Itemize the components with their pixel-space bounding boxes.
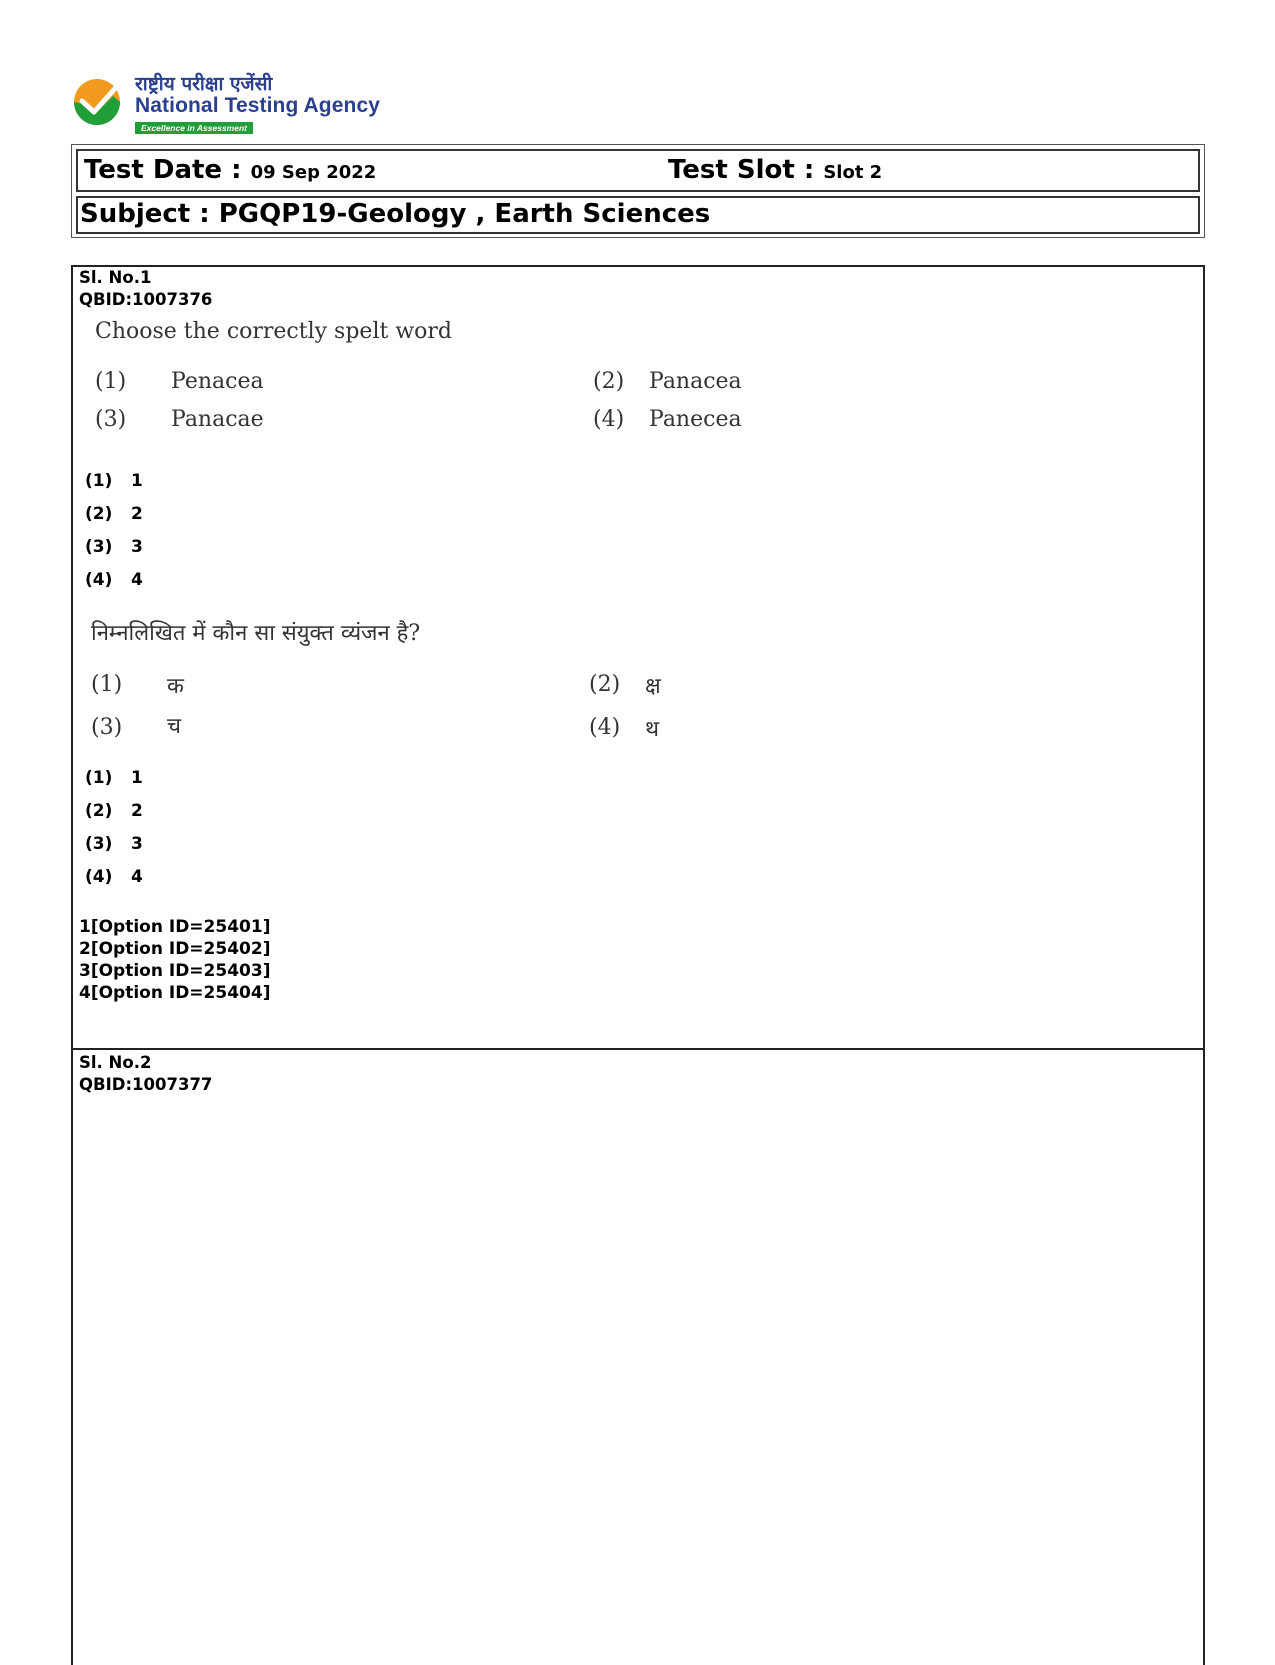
question-2-sl-no: Sl. No.2 (79, 1053, 152, 1072)
answer-choice[interactable] (85, 504, 143, 524)
option-id: 1[Option ID=25401] (79, 917, 271, 937)
question-1-hindi-option-text: क (167, 674, 184, 699)
answer-choice-label: (2) (85, 504, 113, 524)
answer-choice[interactable] (85, 537, 143, 557)
option-id: 2[Option ID=25402] (79, 939, 271, 959)
logo-hindi-name: राष्ट्रीय परीक्षा एजेंसी (135, 73, 273, 95)
subject-label: Subject : (80, 199, 210, 229)
question-1-meta (79, 267, 212, 311)
question-2-qbid: QBID:1007377 (79, 1075, 213, 1094)
question-1-hindi-text: निम्नलिखित में कौन सा संयुक्त व्यंजन है? (91, 621, 421, 646)
answer-choice-value: 3 (131, 834, 143, 854)
question-1-sl-no: Sl. No.1 (79, 268, 152, 287)
option-id: 4[Option ID=25404] (79, 983, 271, 1003)
answer-choice-label: (4) (85, 867, 113, 887)
answer-choice-value: 1 (131, 768, 143, 788)
question-1-option-text: Panacae (171, 407, 264, 432)
answer-choice-value: 4 (131, 570, 143, 590)
answer-choice[interactable] (85, 471, 143, 491)
answer-choice-label: (3) (85, 537, 113, 557)
checkmark-logo-icon (73, 76, 123, 126)
question-1-hindi-option-number: (3) (91, 715, 123, 740)
question-1-hindi-option-number: (4) (589, 715, 621, 740)
answer-choice[interactable] (85, 801, 143, 821)
question-1-hindi-option-text: च (167, 714, 181, 739)
test-slot-label: Test Slot : (668, 155, 815, 185)
test-slot-value: Slot 2 (823, 162, 883, 183)
question-1-option-text: Panacea (649, 369, 742, 394)
question-1-option-number: (2) (593, 369, 625, 394)
question-1-option-number: (4) (593, 407, 625, 432)
question-container (71, 265, 1205, 1665)
question-1-hindi-option-text: क्ष (645, 674, 661, 699)
header-row-date-slot (76, 149, 1200, 192)
answer-choice[interactable] (85, 768, 143, 788)
answer-choice-value: 3 (131, 537, 143, 557)
logo-tagline: Excellence in Assessment (135, 122, 253, 134)
option-id-list (79, 916, 270, 1004)
option-id: 3[Option ID=25403] (79, 961, 271, 981)
logo-english-name: National Testing Agency (135, 94, 380, 117)
test-date (84, 155, 376, 185)
answer-choice-label: (1) (85, 768, 113, 788)
question-1-qbid: QBID:1007376 (79, 290, 213, 309)
question-1-english-text: Choose the correctly spelt word (95, 319, 452, 344)
answer-choice-label: (4) (85, 570, 113, 590)
question-1-hindi-option-text: थ (645, 717, 660, 742)
answer-choice-value: 2 (131, 504, 143, 524)
question-1-option-number: (3) (95, 407, 127, 432)
test-header (71, 144, 1205, 238)
answer-choice-label: (2) (85, 801, 113, 821)
answer-choice[interactable] (85, 867, 143, 887)
answer-choice-label: (1) (85, 471, 113, 491)
question-1-option-text: Panecea (649, 407, 742, 432)
answer-choice-value: 2 (131, 801, 143, 821)
test-slot (668, 155, 882, 185)
question-1-option-number: (1) (95, 369, 127, 394)
question-2-meta (79, 1052, 212, 1096)
question-divider (73, 1048, 1203, 1050)
subject (80, 199, 710, 229)
answer-choice[interactable] (85, 570, 143, 590)
question-1-option-text: Penacea (171, 369, 264, 394)
subject-value: PGQP19-Geology , Earth Sciences (218, 199, 711, 229)
question-1-hindi-option-number: (1) (91, 672, 123, 697)
nta-logo (73, 70, 393, 136)
header-row-subject (76, 196, 1200, 234)
test-date-label: Test Date : (84, 155, 242, 185)
answer-choice-label: (3) (85, 834, 113, 854)
test-date-value: 09 Sep 2022 (250, 162, 377, 183)
answer-choice-value: 1 (131, 471, 143, 491)
answer-choice-value: 4 (131, 867, 143, 887)
question-1-hindi-option-number: (2) (589, 672, 621, 697)
answer-choice[interactable] (85, 834, 143, 854)
